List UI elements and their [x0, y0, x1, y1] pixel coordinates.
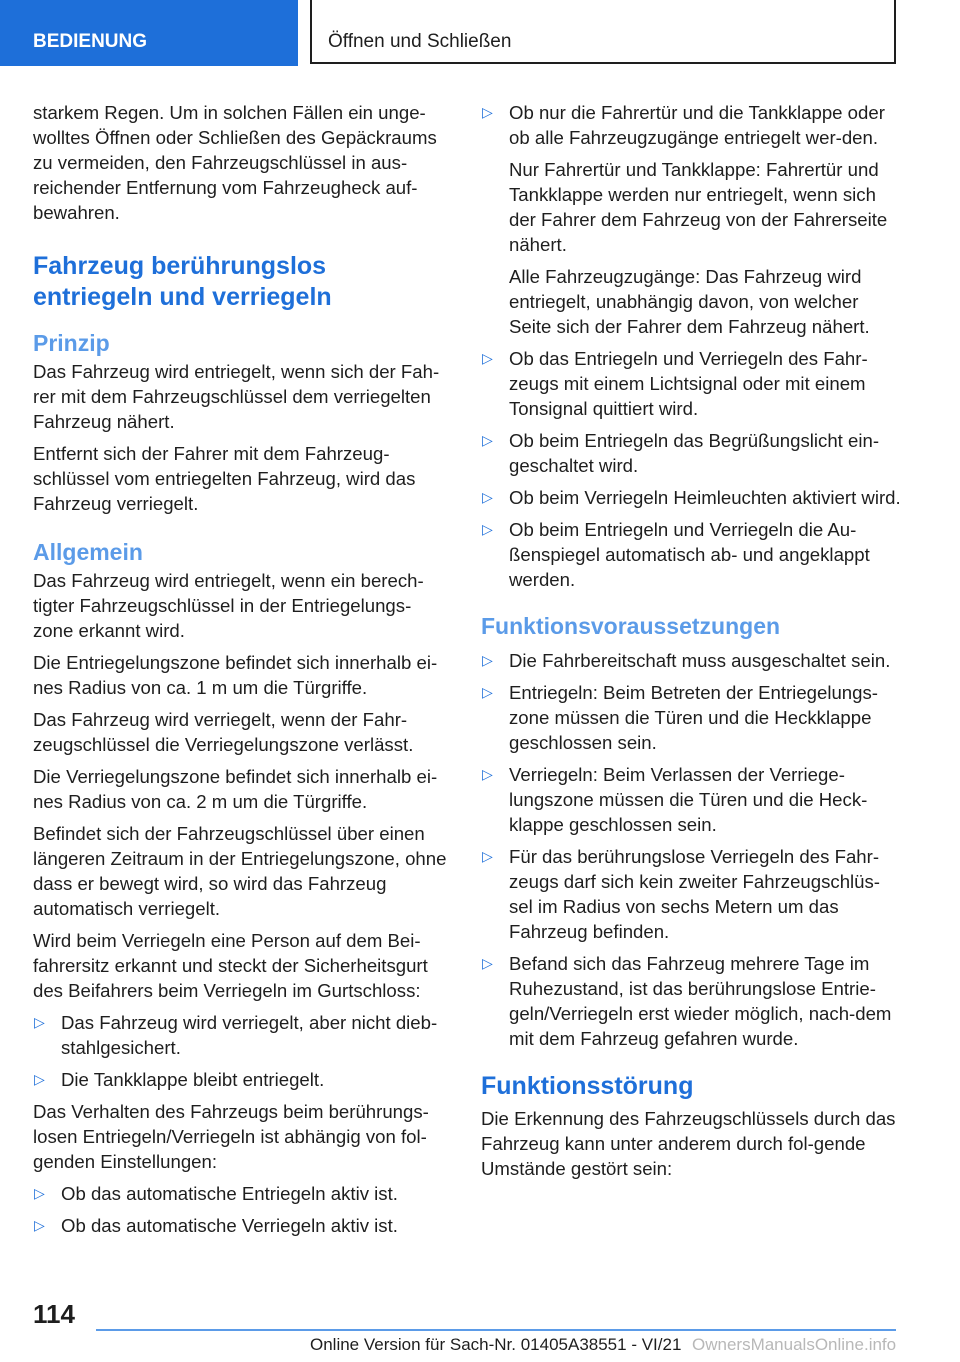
page-number: 114 [33, 1299, 75, 1329]
triangle-bullet-icon: ▷ [34, 1217, 45, 1233]
list-item: ▷ Befand sich das Fahrzeug mehrere Tage im Ruhezustand, ist das berührungslose Entrie‐geln/Verriegeln erst wieder möglich, nach‐dem mit dem Fahrzeug gefahren wurde. [482, 953, 892, 1049]
list-item: ▷ Entriegeln: Beim Betreten der Entriegelungs‐zone müssen die Türen und die Heckklappe geschlossen sein. [482, 682, 878, 753]
triangle-bullet-icon: ▷ [482, 432, 493, 448]
section-label: BEDIENUNG [0, 0, 298, 66]
triangle-bullet-icon: ▷ [34, 1014, 45, 1030]
triangle-bullet-icon: ▷ [482, 652, 493, 668]
bullet-list [481, 100, 901, 592]
online-version-note: Online Version für Sach-Nr. 01405A38551 - VI/21 [310, 1335, 682, 1354]
page-header [0, 0, 960, 66]
triangle-bullet-icon: ▷ [482, 684, 493, 700]
list-item: ▷ Ob das automatische Verriegeln aktiv ist. [34, 1215, 398, 1236]
funktionsstoerung-heading: Funktionsstörung [481, 1072, 694, 1100]
allgemein-heading: Allgemein [33, 539, 143, 565]
list-item: ▷ Verriegeln: Beim Verlassen der Verriege‐lungszone müssen die Türen und die Heck‐klappe geschlossen sein. [482, 764, 868, 835]
list-item: ▷ Die Fahrbereitschaft muss ausgeschaltet sein. [482, 650, 891, 671]
paragraph: Entfernt sich der Fahrer mit dem Fahrzeug‐schlüssel vom entriegelten Fahrzeug, wird das Fahrzeug verriegelt. [33, 443, 416, 514]
left-column [33, 100, 451, 1245]
section-heading: Fahrzeug berührungslos entriegeln und verriegeln [33, 252, 332, 311]
triangle-bullet-icon: ▷ [482, 489, 493, 505]
bullet-list [33, 1010, 451, 1092]
paragraph: Wird beim Verriegeln eine Person auf dem Bei‐fahrersitz erkannt und steckt der Sicherheitsgurt des Beifahrers beim Verriegeln im Gurtschloss: [33, 930, 428, 1001]
list-item: ▷ Die Tankklappe bleibt entriegelt. [34, 1069, 325, 1090]
list-item: ▷ Für das berührungslose Verriegeln des Fahr‐zeugs darf sich kein zweiter Fahrzeugschlüs‐sel im Radius von sechs Metern um das Fahrzeug befinden. [482, 846, 881, 942]
right-column [481, 100, 901, 1188]
footer-divider [96, 1329, 896, 1331]
triangle-bullet-icon: ▷ [482, 766, 493, 782]
bullet-list [481, 648, 901, 1051]
list-item: ▷ Ob beim Entriegeln das Begrüßungslicht ein‐geschaltet wird. [482, 430, 880, 476]
chapter-title: Öffnen und Schließen [310, 0, 896, 64]
paragraph: Die Entriegelungszone befindet sich innerhalb ei‐nes Radius von ca. 1 m um die Türgriffe. [33, 652, 438, 698]
intro-paragraph: starkem Regen. Um in solchen Fällen ein unge‐wolltes Öffnen oder Schließen des Gepäckraums zu vermeiden, den Fahrzeugschlüssel in aus‐reichender Entfernung vom Fahrzeugheck auf‐bewahren. [33, 102, 437, 223]
prinzip-heading: Prinzip [33, 330, 110, 356]
triangle-bullet-icon: ▷ [482, 955, 493, 971]
paragraph: Das Fahrzeug wird entriegelt, wenn sich der Fah‐rer mit dem Fahrzeugschlüssel dem verriegelten Fahrzeug nähert. [33, 361, 440, 432]
funktionsvoraussetzungen-heading: Funktionsvoraussetzungen [481, 613, 781, 639]
list-item: ▷ Ob das automatische Entriegeln aktiv ist. [34, 1183, 398, 1204]
triangle-bullet-icon: ▷ [482, 521, 493, 537]
list-item: ▷ Ob beim Entriegeln und Verriegeln die Au‐ßenspiegel automatisch ab- und angeklappt werden. [482, 519, 870, 590]
list-item: ▷ Ob das Entriegeln und Verriegeln des Fahr‐zeugs mit einem Lichtsignal oder mit einem Tonsignal quittiert wird. [482, 348, 868, 419]
triangle-bullet-icon: ▷ [34, 1185, 45, 1201]
paragraph: Das Fahrzeug wird entriegelt, wenn ein berech‐tigter Fahrzeugschlüssel in der Entriegelungs‐zone erkannt wird. [33, 570, 424, 641]
bullet-list [33, 1181, 451, 1238]
watermark: OwnersManualsOnline.info [692, 1335, 897, 1354]
paragraph: Das Verhalten des Fahrzeugs beim berührungs‐losen Entriegeln/Verriegeln ist abhängig von fol‐genden Einstellungen: [33, 1101, 429, 1172]
list-item: ▷ Ob beim Verriegeln Heimleuchten aktiviert wird. [482, 487, 901, 508]
paragraph: Die Verriegelungszone befindet sich innerhalb ei‐nes Radius von ca. 2 m um die Türgriffe. [33, 766, 438, 812]
triangle-bullet-icon: ▷ [34, 1071, 45, 1087]
triangle-bullet-icon: ▷ [482, 350, 493, 366]
list-item: ▷ Ob nur die Fahrertür und die Tankklappe oder ob alle Fahrzeugzugänge entriegelt wer‐den. Nur Fahrertür und Tankklappe: Fahrertür und Tankklappe werden nur entriegelt, wenn sich der Fahrer dem Fahrzeug von der Fahrerseite nähert. Alle Fahrzeugzugänge: Das Fahrzeug wird entriegelt, unabhängig davon, von welcher Seite sich der Fahrer dem Fahrzeug nähert. [482, 102, 888, 337]
triangle-bullet-icon: ▷ [482, 848, 493, 864]
paragraph: Das Fahrzeug wird verriegelt, wenn der Fahr‐zeugschlüssel die Verriegelungszone verlässt. [33, 709, 414, 755]
list-item: ▷ Das Fahrzeug wird verriegelt, aber nicht dieb‐stahlgesichert. [34, 1012, 438, 1058]
triangle-bullet-icon: ▷ [482, 104, 493, 120]
paragraph: Die Erkennung des Fahrzeugschlüssels durch das Fahrzeug kann unter anderem durch fol‐gende Umstände gestört sein: [481, 1108, 896, 1179]
paragraph: Befindet sich der Fahrzeugschlüssel über einen längeren Zeitraum in der Entriegelungszone, ohne dass er bewegt wird, so wird das Fahrzeug automatisch verriegelt. [33, 823, 447, 919]
